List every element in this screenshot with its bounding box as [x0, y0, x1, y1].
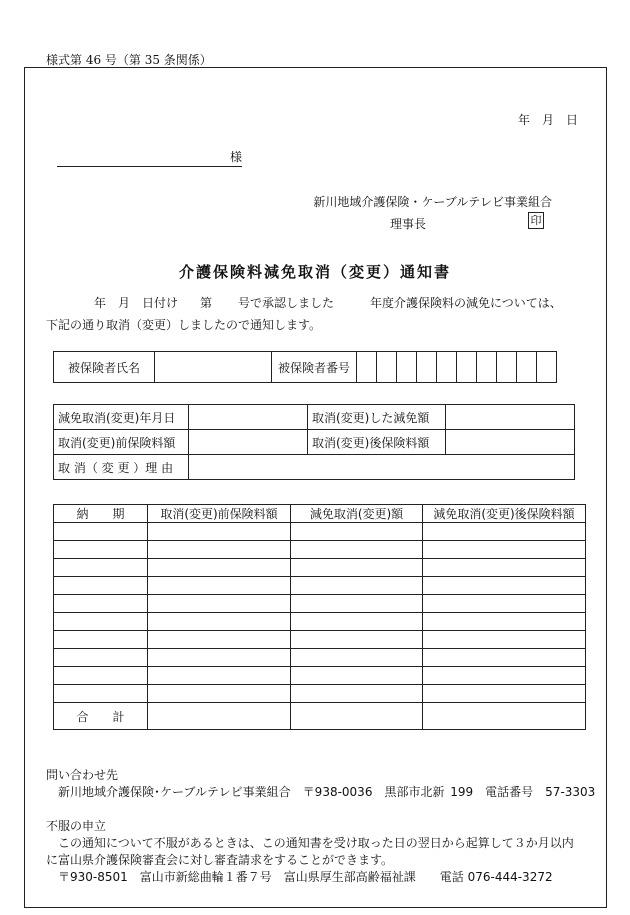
insured-number-box[interactable] — [377, 352, 397, 383]
body-line-2: 下記の通り取消（変更）しましたので通知します。 — [46, 318, 322, 332]
schedule-cell[interactable] — [291, 559, 423, 577]
schedule-cell[interactable] — [291, 613, 423, 631]
schedule-cell[interactable] — [423, 613, 586, 631]
document-title: 介護保険料減免取消（変更）通知書 — [178, 263, 451, 281]
reason-label: 取 消（ 変 更 ）理 由 — [54, 455, 189, 480]
total-label: 合 計 — [54, 703, 148, 730]
insured-name-field[interactable] — [155, 352, 272, 383]
schedule-cell[interactable] — [423, 595, 586, 613]
schedule-cell[interactable] — [291, 703, 423, 730]
schedule-header: 減免取消(変更)額 — [291, 505, 423, 523]
schedule-body — [54, 523, 586, 730]
appeal-text-line-2: に富山県介護保険審査会に対し審査請求をすることができます。 — [46, 853, 394, 867]
schedule-cell[interactable] — [423, 559, 586, 577]
insured-number-box[interactable] — [537, 352, 557, 383]
schedule-row — [54, 667, 586, 685]
schedule-cell[interactable] — [54, 649, 148, 667]
schedule-cell[interactable] — [54, 577, 148, 595]
insured-name-label: 被保険者氏名 — [54, 352, 155, 383]
schedule-cell[interactable] — [148, 595, 291, 613]
schedule-cell[interactable] — [423, 577, 586, 595]
insured-number-box[interactable] — [477, 352, 497, 383]
canceled-amount-label: 取消(変更)した減免額 — [308, 405, 446, 430]
reduction-date-label: 減免取消(変更)年月日 — [54, 405, 189, 430]
schedule-header: 納 期 — [54, 505, 148, 523]
schedule-cell[interactable] — [291, 667, 423, 685]
schedule-cell[interactable] — [54, 595, 148, 613]
reduction-table — [53, 404, 575, 480]
insured-number-box[interactable] — [417, 352, 437, 383]
appeal-contact: 〒930-8501 富山市新総曲輪１番７号 富山県厚生部高齢福祉課 電話 076-444-3272 — [58, 870, 553, 884]
issuer-organization: 新川地域介護保険・ケーブルテレビ事業組合 — [313, 195, 552, 209]
schedule-cell[interactable] — [148, 685, 291, 703]
schedule-cell[interactable] — [291, 595, 423, 613]
schedule-row — [54, 685, 586, 703]
body-date: 年 月 日付け — [94, 296, 179, 310]
schedule-row — [54, 595, 586, 613]
schedule-table — [53, 504, 586, 730]
before-premium-field[interactable] — [189, 430, 308, 455]
inquiry-heading: 問い合わせ先 — [46, 768, 119, 782]
canceled-amount-field[interactable] — [446, 405, 575, 430]
schedule-row — [54, 613, 586, 631]
schedule-cell[interactable] — [54, 685, 148, 703]
before-premium-label: 取消(変更)前保険料額 — [54, 430, 189, 455]
schedule-cell[interactable] — [423, 631, 586, 649]
schedule-row — [54, 577, 586, 595]
schedule-cell[interactable] — [291, 685, 423, 703]
schedule-cell[interactable] — [54, 523, 148, 541]
schedule-cell[interactable] — [423, 523, 586, 541]
schedule-cell[interactable] — [148, 523, 291, 541]
insured-table — [53, 351, 557, 383]
schedule-header: 減免取消(変更)後保険料額 — [423, 505, 586, 523]
schedule-row — [54, 541, 586, 559]
schedule-cell[interactable] — [54, 631, 148, 649]
insured-number-box[interactable] — [357, 352, 377, 383]
form-number: 様式第 46 号（第 35 条関係） — [46, 53, 212, 67]
schedule-cell[interactable] — [148, 541, 291, 559]
schedule-cell[interactable] — [423, 667, 586, 685]
addressee-line — [57, 150, 242, 167]
schedule-total-row — [54, 703, 586, 730]
schedule-cell[interactable] — [148, 631, 291, 649]
schedule-row — [54, 559, 586, 577]
schedule-cell[interactable] — [423, 649, 586, 667]
body-dai: 第 — [200, 296, 213, 310]
insured-number-box[interactable] — [457, 352, 477, 383]
issuer-title: 理事長 — [390, 217, 427, 231]
insured-number-box[interactable] — [517, 352, 537, 383]
insured-number-box[interactable] — [497, 352, 517, 383]
schedule-cell[interactable] — [291, 649, 423, 667]
schedule-header: 取消(変更)前保険料額 — [148, 505, 291, 523]
schedule-row — [54, 631, 586, 649]
schedule-cell[interactable] — [54, 559, 148, 577]
schedule-cell[interactable] — [148, 613, 291, 631]
schedule-cell[interactable] — [148, 667, 291, 685]
body-line-1 — [94, 294, 562, 311]
schedule-cell[interactable] — [54, 667, 148, 685]
addressee-suffix: 様 — [229, 150, 242, 164]
schedule-cell[interactable] — [148, 649, 291, 667]
reduction-date-field[interactable] — [189, 405, 308, 430]
reason-field[interactable] — [189, 455, 575, 480]
body-approval: 号で承認しました — [238, 296, 335, 310]
seal-mark: 印 — [528, 212, 544, 229]
schedule-row — [54, 649, 586, 667]
schedule-cell[interactable] — [54, 613, 148, 631]
insured-number-box[interactable] — [397, 352, 417, 383]
appeal-heading: 不服の申立 — [46, 819, 107, 833]
schedule-row — [54, 523, 586, 541]
schedule-cell[interactable] — [423, 703, 586, 730]
appeal-text-line-1: この通知について不服があるときは、この通知書を受け取った日の翌日から起算して３か月以内 — [58, 836, 574, 850]
schedule-cell[interactable] — [291, 523, 423, 541]
schedule-cell[interactable] — [54, 541, 148, 559]
schedule-cell[interactable] — [148, 703, 291, 730]
schedule-cell[interactable] — [291, 577, 423, 595]
date-line: 年 月 日 — [517, 113, 578, 127]
schedule-cell[interactable] — [423, 685, 586, 703]
insured-number-label: 被保険者番号 — [272, 352, 357, 383]
insured-number-box[interactable] — [437, 352, 457, 383]
schedule-cell[interactable] — [423, 541, 586, 559]
schedule-cell[interactable] — [148, 577, 291, 595]
body-fiscal-year: 年度介護保険料の減免については、 — [370, 296, 562, 310]
after-premium-label: 取消(変更)後保険料額 — [308, 430, 446, 455]
after-premium-field[interactable] — [446, 430, 575, 455]
schedule-cell[interactable] — [291, 631, 423, 649]
inquiry-detail: 新川地域介護保険･ケーブルテレビ事業組合 〒938-0036 黒部市北新 199 電話番号 57-3303 — [58, 785, 596, 799]
schedule-cell[interactable] — [291, 541, 423, 559]
schedule-cell[interactable] — [148, 559, 291, 577]
